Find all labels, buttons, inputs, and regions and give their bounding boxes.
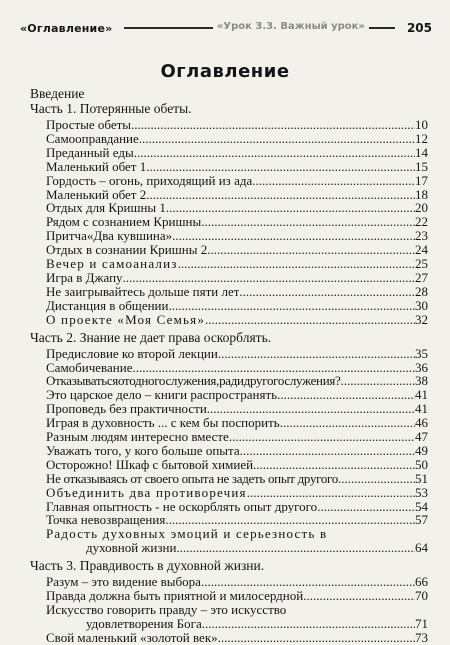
toc-entry-title-cont: духовной жизни (86, 541, 177, 556)
toc-leader (146, 160, 415, 174)
toc-entry (30, 160, 428, 174)
toc-leader (239, 285, 415, 299)
toc-entry-page: 73 (415, 629, 428, 645)
toc-leader (207, 402, 415, 416)
toc-entry-title: Самобичевание (46, 360, 133, 375)
toc-entry-page: 10 (415, 117, 428, 132)
toc-leader (201, 575, 415, 589)
toc-leader (247, 486, 415, 500)
toc-leader (168, 299, 415, 313)
toc-entry-title: Вечер и самоанализ (46, 257, 178, 271)
toc-entry-title: Осторожно! Шкаф с бытовой химией (46, 457, 254, 472)
toc-entry-page: 41 (415, 401, 428, 417)
toc-entry-title: Преданный еды (46, 145, 134, 160)
toc-leader (338, 472, 415, 486)
toc-entry (30, 347, 428, 361)
toc-entry-page: 41 (415, 387, 428, 403)
toc-entry (30, 416, 428, 430)
toc-entry-title: Разум – это видение выбора (46, 575, 201, 590)
toc-entry (30, 603, 428, 631)
toc-entry-title: Гордость – огонь, приходящий из ада (46, 173, 253, 188)
toc-entry-continuation (46, 541, 428, 555)
toc-part-title: Часть 2. Знание не дает права оскорблять. (30, 329, 272, 345)
toc-leader (134, 146, 415, 160)
toc-entry-page: 53 (415, 484, 428, 500)
toc-entry-page: 12 (415, 130, 428, 146)
toc-entry (30, 374, 428, 388)
toc-entry-title: Дистанция в общении (46, 298, 169, 313)
toc-entry (30, 388, 428, 402)
toc-entry-page: 30 (415, 297, 428, 313)
header-bleedthrough-text: «Урок 3.3. Важный урок» (213, 21, 369, 32)
toc-entry-page: 36 (415, 359, 428, 375)
toc-entry-title: Точка невозвращения (46, 513, 166, 528)
page-number: 205 (406, 21, 432, 35)
toc-entry (30, 527, 428, 555)
toc-entry-page: 49 (415, 442, 428, 458)
toc-entry (30, 500, 428, 514)
toc-entry (30, 215, 428, 229)
toc-entry-page: 70 (415, 588, 428, 604)
toc-entry-page: 47 (415, 429, 428, 445)
page-title: Оглавление (160, 61, 290, 82)
toc-leader (166, 201, 415, 215)
toc-leader (252, 174, 415, 188)
toc-entry-page: 57 (415, 512, 428, 528)
toc-entry-title: Разным людям интересно вместе (46, 430, 229, 444)
toc-leader (280, 416, 415, 430)
toc-part-title: Часть 3. Правдивость в духовной жизни. (30, 558, 265, 574)
toc-entry-page: 15 (415, 158, 428, 174)
toc-entry-title: Отдых в сознании Кришны 2 (46, 243, 208, 258)
toc-leader (176, 541, 415, 555)
toc-entry (30, 486, 428, 500)
toc-entry (30, 132, 428, 146)
toc-entry (30, 146, 428, 160)
toc-entry-title: Предисловие ко второй лекции (46, 346, 218, 361)
toc-entry-title: Отдых для Кришны 1 (46, 201, 166, 216)
toc-entry-page: 20 (415, 200, 428, 216)
toc-leader (229, 430, 415, 444)
toc-entry-title: Не заигрывайтесь дольше пяти лет (46, 284, 240, 299)
toc-entry-page: 18 (415, 186, 428, 202)
running-header (20, 18, 432, 38)
toc-entry-page: 27 (415, 269, 428, 285)
toc-entry (30, 313, 428, 327)
toc-entry (30, 243, 428, 257)
header-rule (124, 21, 395, 35)
toc-leader (277, 388, 415, 402)
toc-entry-title: Самооправдание (46, 131, 139, 146)
toc-entry-page: 25 (415, 256, 428, 272)
toc-entry (30, 271, 428, 285)
toc-leader (131, 118, 415, 132)
toc-part-title: Часть 1. Потерянные обеты. (30, 101, 192, 116)
toc-entry-page: 14 (415, 144, 428, 160)
toc-entry (30, 188, 428, 202)
toc-leader (341, 374, 415, 388)
toc-entry (30, 361, 428, 375)
toc-entry-title: Простые обеты (46, 118, 132, 132)
toc-entry (30, 257, 428, 271)
toc-leader (165, 513, 415, 527)
toc-entry-page: 22 (415, 214, 428, 230)
toc-entry-page: 17 (415, 172, 428, 188)
toc-entry-page: 71 (415, 615, 428, 631)
toc-entry-page: 51 (415, 470, 428, 486)
toc-leader (139, 132, 415, 146)
toc-entry-title: Маленький обет 1 (46, 159, 147, 174)
toc-entry-page: 38 (415, 373, 428, 389)
toc-entry-title: Радость духовных эмоций и серьезность в (46, 526, 328, 542)
toc-entry-title: Проповедь без практичности (46, 402, 207, 417)
toc-entry-title: Игра в Джапу (46, 270, 123, 285)
toc-leader (205, 313, 415, 327)
toc-entry (30, 118, 428, 132)
toc-entry (30, 589, 428, 603)
toc-entry-title-cont: удовлетворения Бога (86, 616, 202, 631)
toc-entry (30, 229, 428, 243)
toc-entry-title: Уважать того, у кого больше опыта (46, 443, 240, 458)
toc-entry-title: Объединить два противоречия (46, 485, 247, 500)
toc-leader (240, 444, 415, 458)
toc-entry (30, 472, 428, 486)
toc-entry-title: Играя в духовность ... с кем бы поспорить (46, 416, 280, 431)
toc-entry-title: Свой маленький «золотой век» (46, 630, 218, 645)
toc-leader (201, 215, 415, 229)
header-section-title: «Оглавление» (20, 21, 113, 35)
toc-entry (30, 444, 428, 458)
toc-leader (178, 257, 415, 271)
toc-entry-page: 66 (415, 574, 428, 590)
toc-entry (30, 631, 428, 645)
toc-entry-title: Главная опытность - не оскорблять опыт другого (46, 499, 318, 514)
toc-entry-page: 32 (415, 311, 428, 327)
toc-entry-continuation (46, 617, 428, 631)
toc-entry (30, 201, 428, 215)
toc-entry-title: Искусство говорить правду – это искусство (46, 602, 287, 617)
toc-leader (123, 271, 415, 285)
toc-entry-title: О проекте «Моя Семья» (46, 312, 206, 327)
toc-entry-title: Правда должна быть приятной и милосердной (46, 589, 304, 603)
toc-entry-page: 54 (415, 498, 428, 514)
toc-entry (30, 430, 428, 444)
toc-entry (30, 299, 428, 313)
toc-entry (30, 458, 428, 472)
toc-entry-title: Отказыватьсяотодногослужения,радидругогослужения? (46, 374, 341, 389)
toc-leader (202, 617, 415, 631)
toc-entry-page: 28 (415, 283, 428, 299)
toc-leader (172, 229, 415, 243)
toc-leader (132, 361, 415, 375)
toc-leader (207, 243, 415, 257)
toc-entry-page: 35 (415, 345, 428, 361)
toc-entry-title: Притча«Два кувшина» (46, 229, 173, 244)
toc-leader (218, 347, 415, 361)
toc-leader (146, 188, 415, 202)
toc-intro: Введение (30, 86, 85, 101)
toc-leader (218, 631, 415, 645)
toc-entry-page: 64 (415, 540, 428, 556)
toc-entry (30, 174, 428, 188)
toc-entry (30, 513, 428, 527)
toc-entry-page: 24 (415, 242, 428, 258)
toc-entry (30, 285, 428, 299)
toc-entry-page: 46 (415, 415, 428, 431)
toc-entry (30, 402, 428, 416)
toc-leader (253, 458, 415, 472)
table-of-contents (30, 100, 428, 645)
toc-entry-title: Рядом с сознанием Кришны (46, 215, 202, 230)
toc-entry (30, 575, 428, 589)
toc-entry-title: Маленький обет 2 (46, 187, 147, 202)
toc-entry-title: Это царское дело – книги распространять (46, 388, 278, 403)
toc-entry-page: 50 (415, 456, 428, 472)
toc-leader (317, 500, 415, 514)
toc-entry-title: Не отказываясь от своего опыта не задеть опыт другого (46, 471, 338, 486)
toc-leader (303, 589, 415, 603)
toc-entry-page: 23 (415, 228, 428, 244)
